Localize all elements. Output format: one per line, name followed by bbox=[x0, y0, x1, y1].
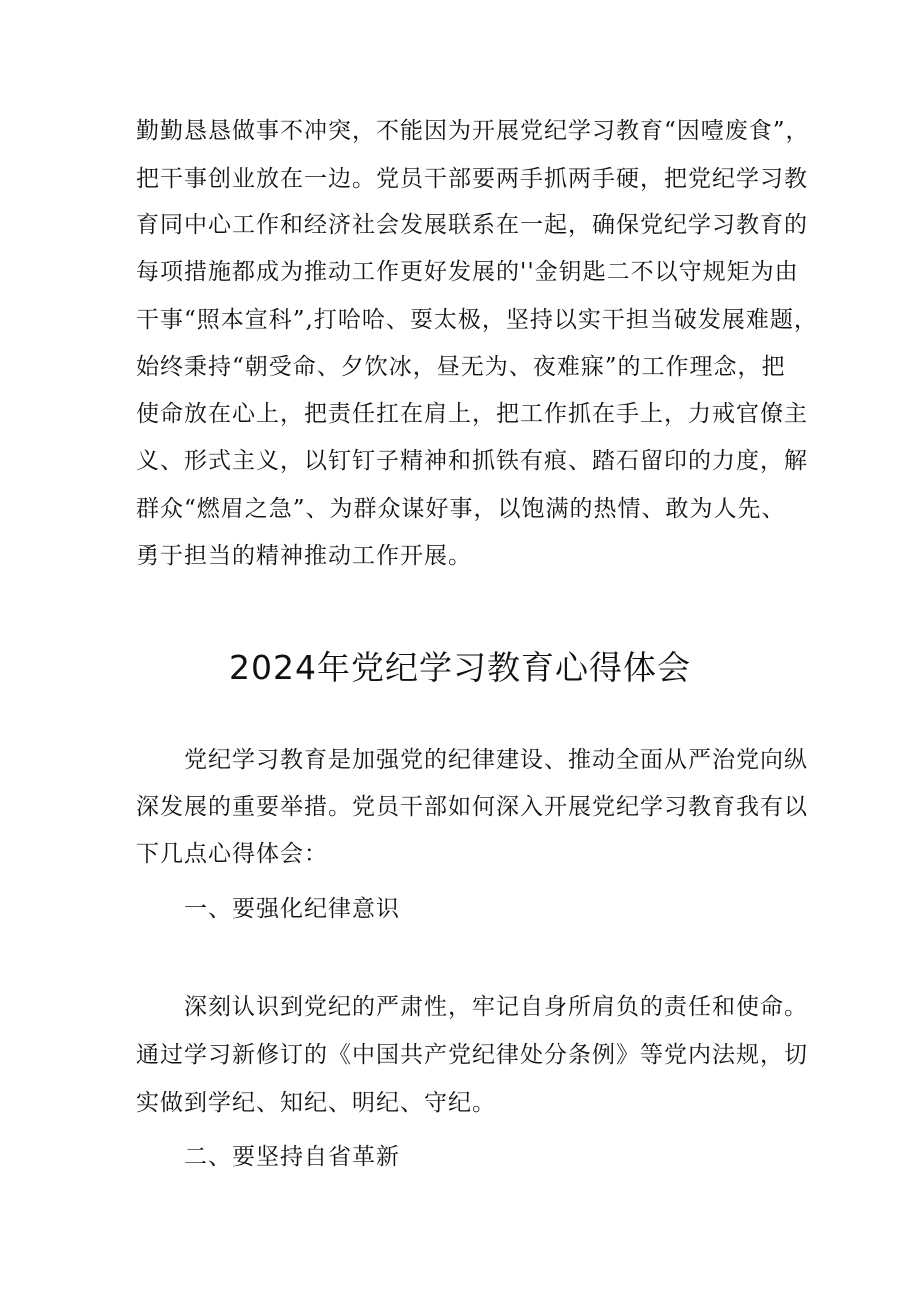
intro-line: 党纪学习教育是加强党的纪律建设、推动全面从严治党向纵 bbox=[184, 747, 808, 773]
section-line: 通过学习新修订的《中国共产党纪律处分条例》等党内法规，切 bbox=[136, 1042, 808, 1068]
section-line: 深刻认识到党纪的严肃性，牢记自身所肩负的责任和使命。 bbox=[184, 994, 808, 1020]
document-title: 2024年党纪学习教育心得体会 bbox=[229, 648, 691, 687]
intro-line: 下几点心得体会： bbox=[136, 841, 328, 867]
paragraph-line: 育同中心工作和经济社会发展联系在一起，确保党纪学习教育的 bbox=[136, 212, 808, 238]
section-line: 实做到学纪、知纪、明纪、守纪。 bbox=[136, 1090, 496, 1116]
paragraph-line: 义、形式主义，以钉钉子精神和抓铁有痕、踏石留印的力度，解 bbox=[136, 448, 808, 474]
section-heading: 一、要强化纪律意识 bbox=[184, 896, 400, 922]
paragraph-line: 每项措施都成为推动工作更好发展的''金钥匙二不以守规矩为由 bbox=[136, 259, 799, 285]
paragraph-line: 始终秉持“朝受命、夕饮冰，昼无为、夜难寐”的工作理念，把 bbox=[136, 354, 786, 380]
section-heading: 二、要坚持自省革新 bbox=[184, 1144, 400, 1170]
paragraph-line: 勇于担当的精神推动工作开展。 bbox=[136, 543, 472, 569]
paragraph-line: 干事“照本宣科”,打哈哈、耍太极，坚持以实干担当破发展难题， bbox=[136, 307, 818, 333]
paragraph-line: 把干事创业放在一边。党员干部要两手抓两手硬，把党纪学习教 bbox=[136, 166, 808, 192]
intro-line: 深发展的重要举措。党员干部如何深入开展党纪学习教育我有以 bbox=[136, 794, 808, 820]
paragraph-line: 使命放在心上，把责任扛在肩上，把工作抓在手上，力戒官僚主 bbox=[136, 401, 808, 427]
paragraph-line: 勤勤恳恳做事不冲突，不能因为开展党纪学习教育“因噎废食”， bbox=[136, 118, 810, 144]
paragraph-line: 群众“燃眉之急”、为群众谋好事，以饱满的热情、敢为人先、 bbox=[136, 496, 786, 522]
